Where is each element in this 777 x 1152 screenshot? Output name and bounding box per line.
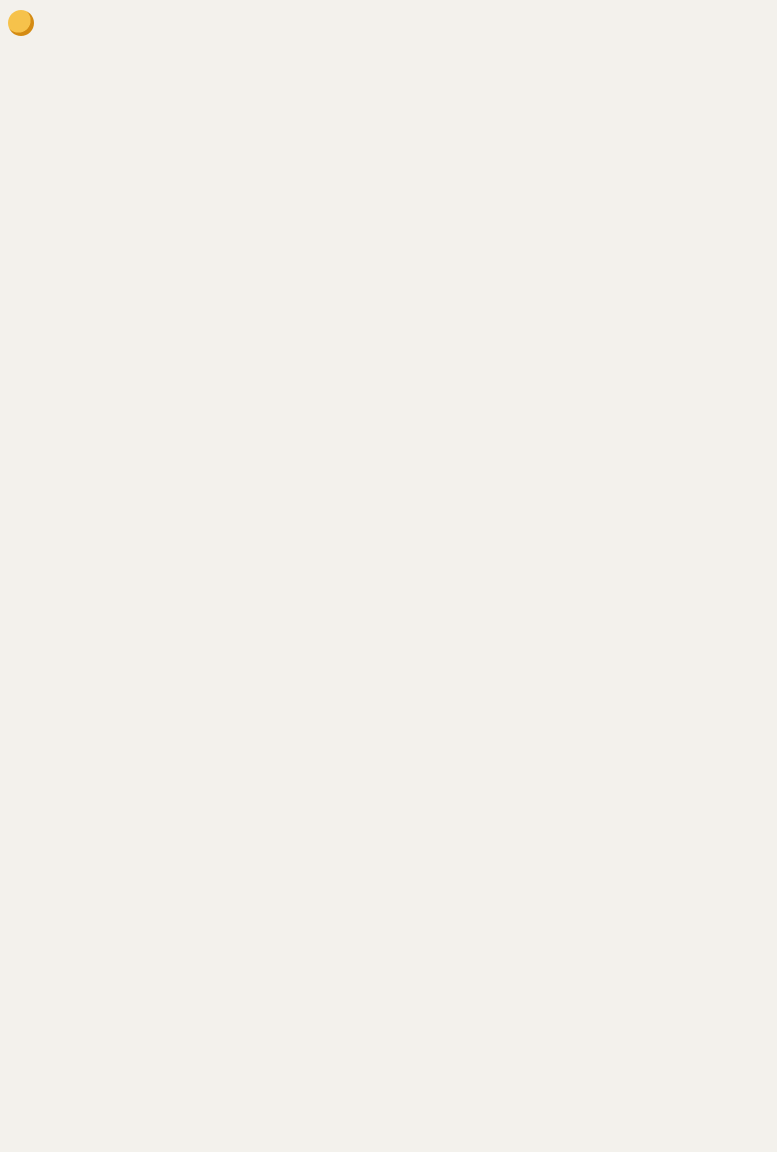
poem-title — [10, 2, 767, 22]
poem-block — [10, 0, 767, 22]
